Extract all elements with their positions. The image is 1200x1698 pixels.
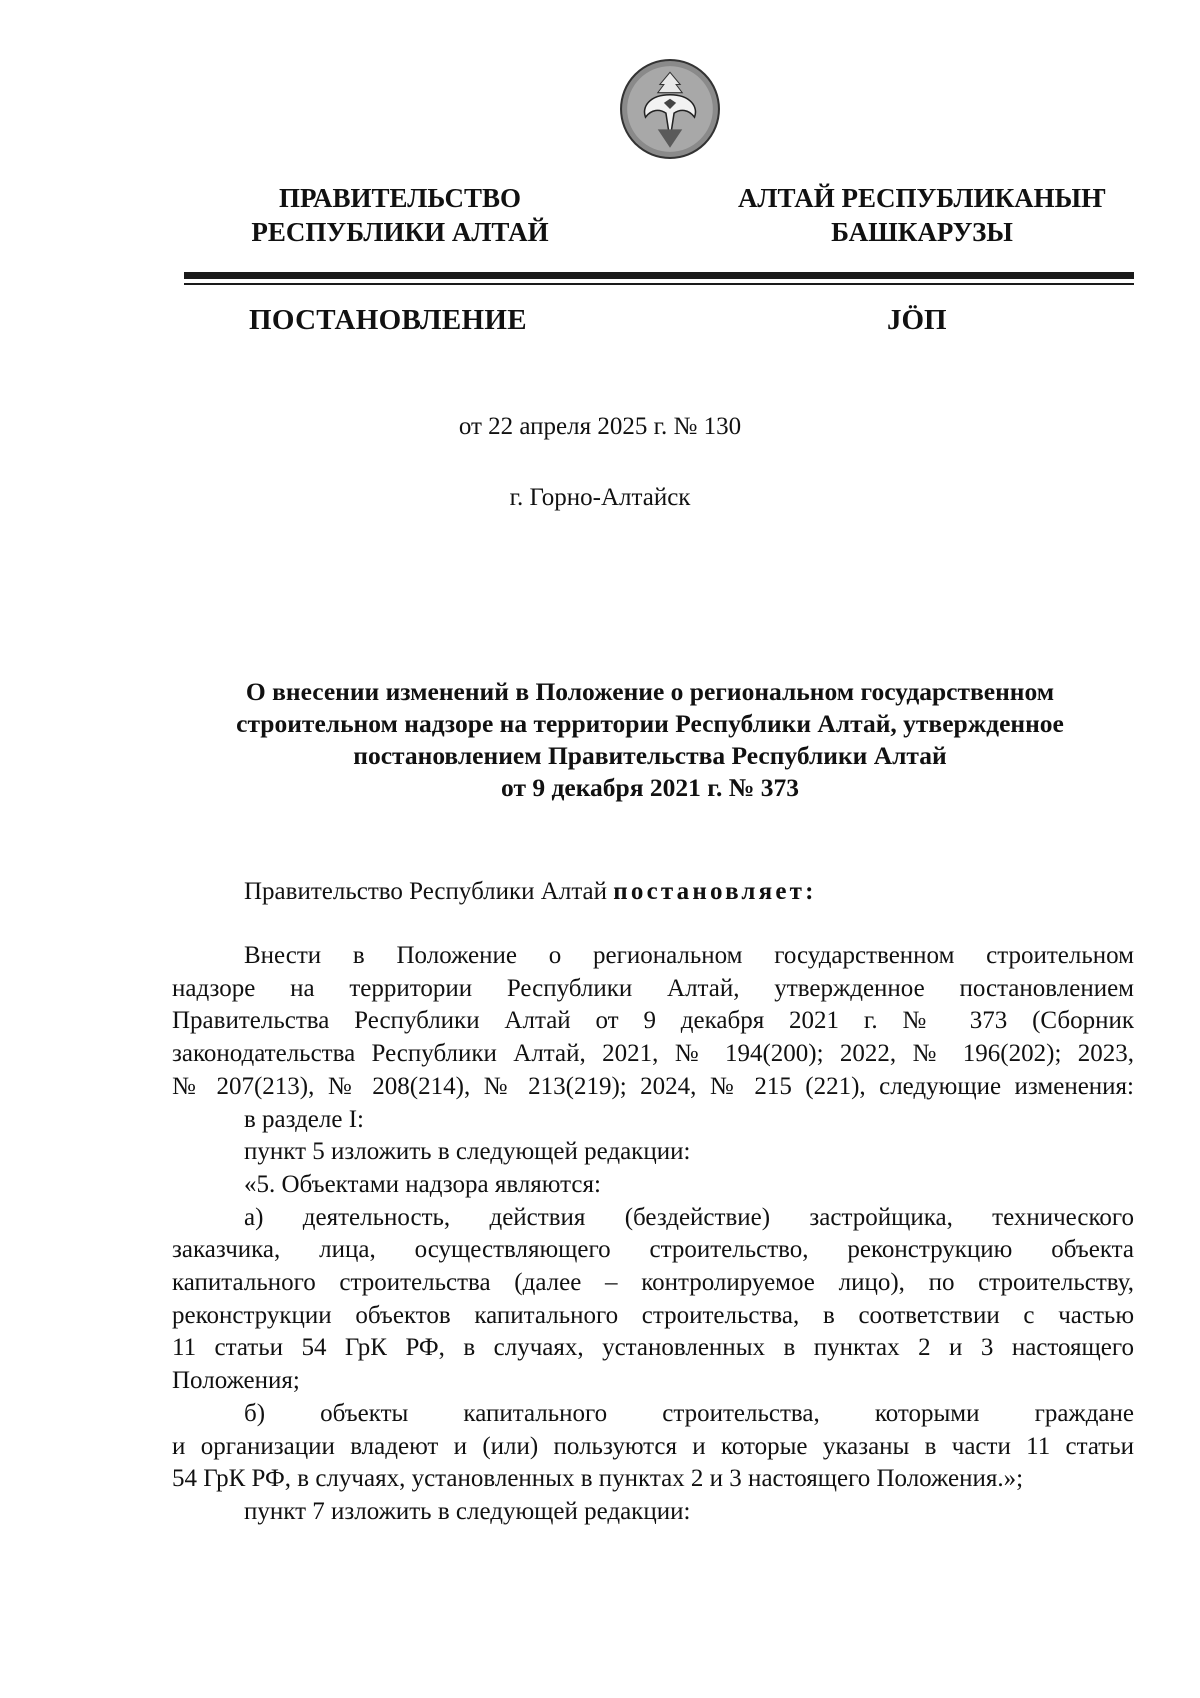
header-left-line2: РЕСПУБЛИКИ АЛТАЙ — [251, 217, 549, 247]
title-line: от 9 декабря 2021 г. № 373 — [501, 773, 799, 802]
government-header-alt — [712, 181, 1132, 249]
body-line: Правительства Республики Алтай от 9 декабря 2021 г. № 373 (Сборник — [172, 1007, 1134, 1035]
header-divider-thin — [184, 283, 1134, 285]
doc-type-alt: JӦП — [887, 304, 947, 336]
lead-emphasis: постановляет: — [613, 878, 817, 905]
doc-date-number: от 22 апреля 2025 г. № 130 — [458, 413, 742, 440]
body-line: надзоре на территории Республики Алтай, утвержденное постановлением — [172, 974, 1134, 1002]
body-line: и организации владеют и (или) пользуются и которые указаны в части 11 статьи — [172, 1432, 1134, 1460]
header-left-line1: ПРАВИТЕЛЬСТВО — [278, 183, 522, 213]
body-line: реконструкции объектов капитального строительства, в соответствии с частью — [172, 1301, 1134, 1329]
resolution-lead — [244, 878, 817, 906]
body-line: капитального строительства (далее – контролируемое лицо), по строительству, — [172, 1269, 1134, 1297]
doc-body — [172, 940, 1134, 1529]
header-right-line1: АЛТАЙ РЕСПУБЛИКАНЫҤ — [737, 183, 1107, 213]
body-line: «5. Объектами надзора являются: — [244, 1170, 601, 1198]
body-line: б) объекты капитального строительства, которыми граждане — [244, 1399, 1134, 1427]
body-line: 54 ГрК РФ, в случаях, установленных в пунктах 2 и 3 настоящего Положения.»; — [172, 1465, 1024, 1493]
body-line: законодательства Республики Алтай, 2021, № 194(200); 2022, № 196(202); 2023, — [172, 1040, 1134, 1068]
body-line: пункт 7 изложить в следующей редакции: — [244, 1497, 691, 1525]
government-header-ru — [200, 181, 600, 249]
header-divider-thick — [184, 272, 1134, 279]
title-line: постановлением Правительства Республики Алтай — [353, 741, 947, 770]
doc-city: г. Горно-Алтайск — [509, 484, 691, 511]
doc-type-ru: ПОСТАНОВЛЕНИЕ — [249, 304, 527, 336]
body-line: заказчика, лица, осуществляющего строительство, реконструкцию объекта — [172, 1236, 1134, 1264]
title-line: О внесении изменений в Положение о региональном государственном — [245, 677, 1055, 706]
body-line: пункт 5 изложить в следующей редакции: — [244, 1138, 691, 1166]
coat-of-arms-emblem — [619, 58, 721, 160]
lead-text: Правительство Республики Алтай — [244, 878, 614, 905]
body-line: Положения; — [172, 1367, 300, 1395]
body-line: № 207(213), № 208(214), № 213(219); 2024, № 215 (221), следующие изменения: — [172, 1072, 1134, 1100]
doc-title — [170, 676, 1130, 804]
body-line: 11 статьи 54 ГрК РФ, в случаях, установленных в пунктах 2 и 3 настоящего — [172, 1334, 1134, 1362]
title-line: строительном надзоре на территории Республики Алтай, утвержденное — [236, 709, 1064, 738]
body-line: Внести в Положение о региональном государственном строительном — [244, 942, 1134, 969]
body-line: в разделе I: — [244, 1105, 364, 1133]
header-right-line2: БАШКАРУЗЫ — [831, 217, 1013, 247]
body-line: а) деятельность, действия (бездействие) застройщика, технического — [244, 1203, 1134, 1231]
